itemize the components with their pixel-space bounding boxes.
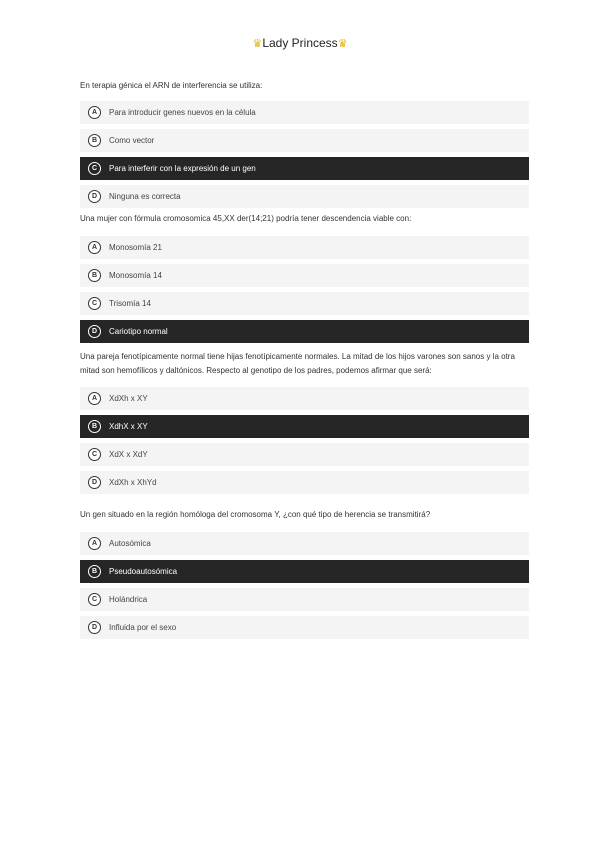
option-b-selected[interactable] (80, 560, 529, 583)
option-label: Cariotipo normal (109, 327, 168, 336)
option-letter-b: B (88, 565, 101, 578)
option-label: Pseudoautosómica (109, 567, 178, 576)
option-label: XdX x XdY (109, 450, 148, 459)
option-b-selected[interactable] (80, 415, 529, 438)
option-letter-d: D (88, 476, 101, 489)
option-letter-b: B (88, 420, 101, 433)
page-header (0, 36, 600, 50)
option-label: Para interferir con la expresión de un gen (109, 164, 256, 173)
option-a[interactable] (80, 387, 529, 410)
option-letter-b: B (88, 134, 101, 147)
option-d[interactable] (80, 185, 529, 208)
option-letter-c: C (88, 448, 101, 461)
crown-icon: ♛ (337, 38, 348, 50)
question-text: Una pareja fenotípicamente normal tiene hijas fenotípicamente normales. La mitad de los hijos varones son sanos y la otra mitad son hemofílicos y daltónicos. Respecto al genotipo de los padres, podemos afirmar que será: (80, 352, 515, 375)
option-letter-d: D (88, 621, 101, 634)
option-c[interactable] (80, 588, 529, 611)
option-letter-a: A (88, 241, 101, 254)
option-label: Como vector (109, 136, 155, 145)
option-letter-c: C (88, 297, 101, 310)
option-letter-a: A (88, 392, 101, 405)
option-a[interactable] (80, 236, 529, 259)
option-label: Autosómica (109, 539, 151, 548)
question-text: En terapia génica el ARN de interferencia se utiliza: (80, 81, 263, 90)
option-c[interactable] (80, 292, 529, 315)
option-d[interactable] (80, 616, 529, 639)
option-label: XdXh x XY (109, 394, 148, 403)
option-label: Ninguna es correcta (109, 192, 181, 201)
option-b[interactable] (80, 129, 529, 152)
option-label: Monosomía 14 (109, 271, 162, 280)
option-a[interactable] (80, 101, 529, 124)
option-b[interactable] (80, 264, 529, 287)
option-label: Trisomía 14 (109, 299, 151, 308)
question-text: Una mujer con fórmula cromosomica 45,XX der(14;21) podría tener descendencia viable con: (80, 214, 412, 223)
option-d-selected[interactable] (80, 320, 529, 343)
option-letter-b: B (88, 269, 101, 282)
option-label: Para introducir genes nuevos en la célula (109, 108, 256, 117)
option-c[interactable] (80, 443, 529, 466)
option-letter-d: D (88, 325, 101, 338)
option-label: XdhX x XY (109, 422, 148, 431)
page-title: Lady Princess (262, 36, 338, 50)
option-label: Holándrica (109, 595, 148, 604)
option-d[interactable] (80, 471, 529, 494)
option-letter-a: A (88, 106, 101, 119)
option-label: Influida por el sexo (109, 623, 177, 632)
option-letter-c: C (88, 593, 101, 606)
option-a[interactable] (80, 532, 529, 555)
crown-icon: ♛ (252, 38, 263, 50)
option-label: Monosomía 21 (109, 243, 162, 252)
option-letter-d: D (88, 190, 101, 203)
option-label: XdXh x XhYd (109, 478, 157, 487)
option-c-selected[interactable] (80, 157, 529, 180)
question-text: Un gen situado en la región homóloga del cromosoma Y, ¿con qué tipo de herencia se transmitirá? (80, 510, 431, 519)
option-letter-c: C (88, 162, 101, 175)
option-letter-a: A (88, 537, 101, 550)
